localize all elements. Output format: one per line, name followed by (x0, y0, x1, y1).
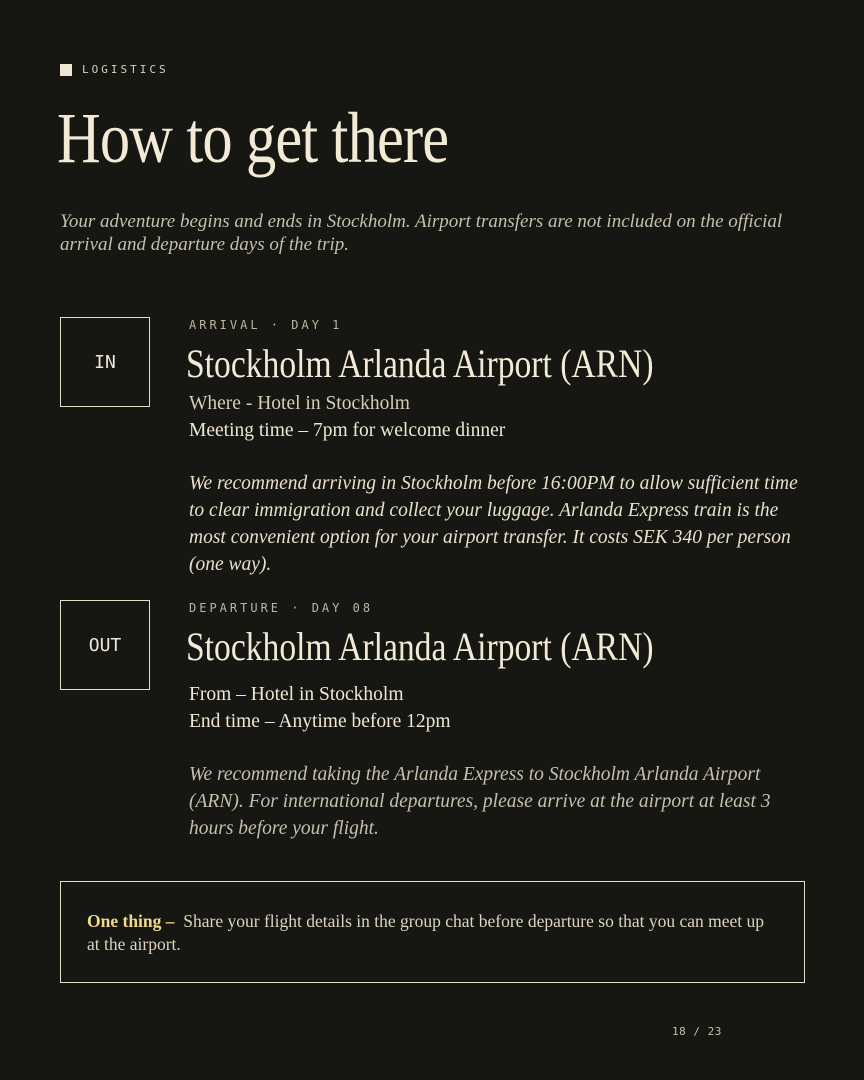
departure-end-time: End time – Anytime before 12pm (189, 711, 451, 732)
section-tag (60, 63, 169, 76)
departure-details (189, 681, 809, 735)
square-icon (60, 64, 72, 76)
page-number: 18 / 23 (672, 1025, 722, 1038)
departure-airport: Stockholm Arlanda Airport (ARN) (186, 624, 654, 669)
arrival-meeting-time: Meeting time – 7pm for welcome dinner (189, 420, 506, 441)
callout-label: One thing – (87, 911, 175, 931)
departure-note: We recommend taking the Arlanda Express to Stockholm Arlanda Airport (ARN). For international departures, please arrive at the airport at least 3 hours before your flight. (189, 764, 771, 839)
arrival-airport: Stockholm Arlanda Airport (ARN) (186, 341, 654, 386)
intro-text: Your adventure begins and ends in Stockholm. Airport transfers are not included on the official arrival and departure days of the trip. (60, 211, 783, 255)
callout-text: Share your flight details in the group chat before departure so that you can meet up at the airport. (87, 911, 764, 954)
departure-eyebrow: DEPARTURE · DAY 08 (189, 601, 374, 615)
arrival-note: We recommend arriving in Stockholm before 16:00PM to allow sufficient time to clear immigration and collect your luggage. Arlanda Express train is the most convenient option for your airport transfer. It costs SEK 340 per person (one way). (189, 473, 798, 575)
departure-from: From – Hotel in Stockholm (189, 684, 404, 705)
arrival-section (186, 318, 809, 578)
departure-section (186, 601, 809, 842)
callout-box (60, 881, 805, 983)
arrival-badge: IN (60, 317, 150, 407)
arrival-where: Where - Hotel in Stockholm (189, 393, 410, 414)
arrival-details (189, 390, 809, 444)
arrival-eyebrow: ARRIVAL · DAY 1 (189, 318, 343, 332)
departure-badge: OUT (60, 600, 150, 690)
page-title: How to get there (57, 98, 449, 178)
section-label: LOGISTICS (82, 63, 169, 76)
